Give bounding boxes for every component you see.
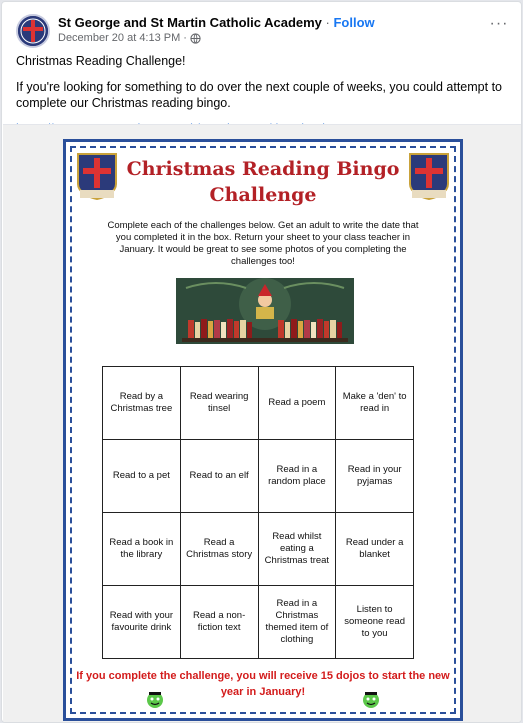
poster-intro: Complete each of the challenges below. Get an adult to write the date that you completed it in the box. Return your sheet to your class teacher in January. It would be great to see some photos of you completing the challenges too!	[107, 220, 419, 267]
follow-button[interactable]: Follow	[333, 15, 375, 30]
post-text-line1: Christmas Reading Challenge!	[16, 54, 186, 68]
bingo-cell: Read whilst eating a Christmas treat	[258, 513, 336, 586]
dojo-monster-icon	[362, 690, 380, 708]
crest-right-icon	[408, 152, 450, 200]
bingo-cell: Read in a Christmas themed item of clothing	[258, 586, 336, 659]
school-crest-icon	[18, 16, 48, 46]
bingo-row	[103, 440, 414, 513]
bingo-cell: Read a poem	[258, 367, 336, 440]
bingo-grid	[102, 366, 414, 659]
poster-title: Christmas Reading Bingo Challenge	[126, 158, 400, 206]
bingo-cell: Read by a Christmas tree	[103, 367, 181, 440]
bingo-cell: Read wearing tinsel	[180, 367, 258, 440]
page-name[interactable]: St George and St Martin Catholic Academy	[58, 15, 322, 30]
bingo-cell: Read a book in the library	[103, 513, 181, 586]
bingo-row	[103, 586, 414, 659]
bingo-poster	[63, 139, 463, 721]
bingo-cell: Read with your favourite drink	[103, 586, 181, 659]
post-image[interactable]	[3, 124, 522, 723]
bingo-cell: Read in a random place	[258, 440, 336, 513]
post-meta	[58, 32, 201, 44]
page-name-line	[58, 15, 375, 30]
bingo-row	[103, 513, 414, 586]
bingo-cell: Read a non-fiction text	[180, 586, 258, 659]
poster-footer: If you complete the challenge, you will receive 15 dojos to start the new year in January!	[76, 670, 450, 698]
dojo-monster-icon	[146, 690, 164, 708]
post-text-para2: If you're looking for something to do over the next couple of weeks, you could attempt to complete our Christmas reading bingo.	[16, 80, 502, 110]
facebook-post-card	[1, 1, 522, 723]
globe-icon	[190, 33, 201, 44]
crest-left-icon	[76, 152, 118, 200]
post-header	[16, 14, 511, 48]
bingo-cell: Make a 'den' to read in	[336, 367, 414, 440]
bingo-cell: Read a Christmas story	[180, 513, 258, 586]
bingo-cell: Read to an elf	[180, 440, 258, 513]
page-avatar[interactable]	[16, 14, 50, 48]
bingo-cell: Listen to someone read to you	[336, 586, 414, 659]
post-date[interactable]: December 20 at 4:13 PM	[58, 32, 181, 44]
name-separator: ·	[321, 15, 334, 30]
reading-banner-image	[176, 278, 354, 344]
bingo-cell: Read under a blanket	[336, 513, 414, 586]
meta-separator: ·	[183, 32, 187, 44]
bingo-row	[103, 367, 414, 440]
elf-reading-illustration	[176, 278, 354, 344]
bingo-cell: Read in your pyjamas	[336, 440, 414, 513]
bingo-cell: Read to a pet	[103, 440, 181, 513]
more-options-button[interactable]: ···	[489, 15, 509, 32]
